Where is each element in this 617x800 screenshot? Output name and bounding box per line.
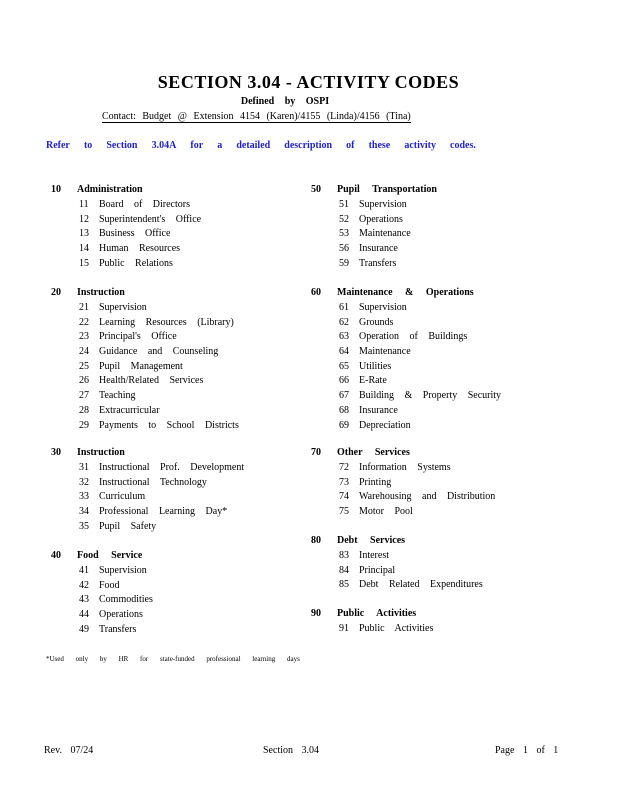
- footnote: *Used only by HR for state-funded professional learning days: [46, 655, 300, 663]
- refer-word: a: [217, 140, 223, 151]
- activity-label: Depreciation: [359, 419, 411, 431]
- activity-code: 11: [79, 199, 89, 210]
- activity-label: Health/Related Services: [99, 375, 204, 387]
- activity-code: 61: [339, 302, 349, 313]
- defined-by-line: Defined by OSPI: [240, 96, 330, 107]
- activity-code: 35: [79, 520, 89, 532]
- activity-label: Information Systems: [359, 462, 451, 473]
- activity-code: 53: [339, 228, 349, 240]
- activity-code: 32: [79, 476, 89, 488]
- activity-code: 12: [79, 213, 89, 225]
- activity-code: 21: [79, 302, 89, 313]
- activity-label: Pupil Management: [99, 360, 183, 372]
- refer-word: Refer: [46, 140, 70, 151]
- category-code: 30: [51, 447, 61, 458]
- activity-code: 63: [339, 331, 349, 343]
- activity-code: 15: [79, 257, 89, 269]
- refer-word: activity: [404, 140, 436, 151]
- activity-item: [339, 227, 411, 242]
- activity-item: [339, 374, 501, 389]
- activity-item: [79, 316, 239, 331]
- activity-item: [339, 505, 495, 520]
- activity-label: Interest: [359, 550, 389, 561]
- refer-word: these: [368, 140, 391, 151]
- activity-item: [79, 213, 201, 228]
- activity-code: 59: [339, 257, 349, 269]
- activity-label: E-Rate: [359, 375, 387, 387]
- activity-label: Guidance and Counseling: [99, 346, 219, 358]
- activity-code: 13: [79, 228, 89, 240]
- category-code: 80: [311, 535, 321, 546]
- activity-list: [339, 198, 411, 271]
- refer-word: codes.: [450, 140, 476, 151]
- activity-code: 91: [339, 623, 349, 634]
- activity-item: [339, 242, 411, 257]
- activity-item: [79, 593, 153, 608]
- activity-item: [339, 198, 411, 213]
- activity-code: 29: [79, 419, 89, 431]
- category-name: Instruction: [77, 447, 125, 458]
- activity-code: 64: [339, 346, 349, 358]
- activity-item: [79, 345, 239, 360]
- activity-item: [339, 549, 483, 564]
- activity-item: [339, 461, 495, 476]
- activity-item: [79, 564, 153, 579]
- activity-item: [339, 389, 501, 404]
- activity-item: [79, 330, 239, 345]
- activity-label: Teaching: [99, 390, 136, 402]
- category-name: Maintenance & Operations: [337, 287, 474, 298]
- activity-list: [79, 198, 201, 271]
- activity-code: 84: [339, 564, 349, 576]
- activity-code: 83: [339, 550, 349, 561]
- category-code: 70: [311, 447, 321, 458]
- activity-code: 66: [339, 375, 349, 387]
- activity-item: [79, 389, 239, 404]
- footer-section: Section 3.04: [263, 745, 319, 756]
- activity-item: [79, 301, 239, 316]
- contact-line: Contact: Budget @ Extension 4154 (Karen)/4155 (Linda)/4156 (Tina): [102, 111, 411, 122]
- activity-code: 51: [339, 199, 349, 210]
- activity-item: [79, 505, 244, 520]
- activity-item: [79, 419, 239, 434]
- activity-item: [79, 490, 244, 505]
- activity-label: Principal: [359, 564, 396, 576]
- activity-code: 72: [339, 462, 349, 473]
- activity-list: [339, 461, 495, 520]
- activity-code: 85: [339, 579, 349, 591]
- activity-label: Instructional Prof. Development: [99, 462, 245, 473]
- activity-item: [79, 461, 244, 476]
- activity-item: [339, 360, 501, 375]
- activity-item: [79, 374, 239, 389]
- activity-label: Learning Resources (Library): [99, 316, 234, 328]
- activity-label: Motor Pool: [359, 506, 413, 518]
- activity-label: Supervision: [359, 302, 407, 313]
- activity-label: Insurance: [359, 404, 398, 416]
- activity-code: 44: [79, 609, 89, 621]
- activity-item: [79, 579, 153, 594]
- activity-code: 34: [79, 506, 89, 518]
- activity-label: Insurance: [359, 243, 398, 255]
- activity-item: [79, 257, 201, 272]
- activity-label: Maintenance: [359, 346, 411, 358]
- activity-code: 73: [339, 476, 349, 488]
- category-name: Debt Services: [337, 535, 406, 546]
- activity-code: 22: [79, 316, 89, 328]
- activity-code: 26: [79, 375, 89, 387]
- activity-item: [339, 330, 501, 345]
- activity-label: Extracurricular: [99, 404, 160, 416]
- refer-word: Section: [106, 140, 138, 151]
- activity-item: [79, 404, 239, 419]
- activity-code: 74: [339, 491, 349, 503]
- category-name: Pupil Transportation: [337, 184, 437, 195]
- activity-label: Operations: [359, 213, 403, 225]
- activity-item: [339, 564, 483, 579]
- category-code: 40: [51, 550, 61, 561]
- refer-note: [46, 140, 476, 151]
- activity-label: Maintenance: [359, 228, 411, 240]
- activity-label: Printing: [359, 476, 392, 488]
- activity-item: [79, 227, 201, 242]
- activity-code: 27: [79, 390, 89, 402]
- activity-label: Debt Related Expenditures: [359, 579, 483, 591]
- activity-item: [79, 608, 153, 623]
- activity-label: Pupil Safety: [99, 520, 157, 532]
- category-name: Public Activities: [337, 608, 417, 619]
- activity-item: [79, 623, 153, 638]
- activity-code: 43: [79, 594, 89, 606]
- activity-label: Professional Learning Day*: [99, 506, 228, 518]
- activity-label: Building & Property Security: [359, 390, 502, 402]
- activity-label: Food: [99, 579, 120, 591]
- refer-word: 3.04A: [151, 140, 177, 151]
- activity-label: Supervision: [99, 302, 147, 313]
- category-name: Instruction: [77, 287, 125, 298]
- refer-word: detailed: [236, 140, 271, 151]
- activity-code: 41: [79, 565, 89, 576]
- footer-revision: Rev. 07/24: [44, 745, 94, 756]
- activity-list: [339, 549, 483, 593]
- activity-code: 14: [79, 243, 89, 255]
- refer-word: for: [190, 140, 204, 151]
- activity-label: Human Resources: [99, 243, 181, 255]
- activity-label: Public Relations: [99, 257, 173, 269]
- activity-item: [339, 345, 501, 360]
- activity-label: Supervision: [359, 199, 407, 210]
- category-code: 50: [311, 184, 321, 195]
- activity-code: 68: [339, 404, 349, 416]
- activity-item: [339, 622, 433, 637]
- activity-label: Board of Directors: [99, 199, 190, 210]
- category-name: Administration: [77, 184, 143, 195]
- activity-label: Supervision: [99, 565, 147, 576]
- activity-label: Public Activities: [359, 623, 434, 634]
- activity-code: 67: [339, 390, 349, 402]
- activity-label: Instructional Technology: [99, 476, 207, 488]
- activity-code: 52: [339, 213, 349, 225]
- activity-label: Grounds: [359, 316, 394, 328]
- activity-item: [79, 198, 201, 213]
- activity-code: 49: [79, 623, 89, 635]
- activity-item: [339, 490, 495, 505]
- activity-label: Commodities: [99, 594, 153, 606]
- activity-code: 75: [339, 506, 349, 518]
- activity-label: Payments to School Districts: [99, 419, 239, 431]
- activity-item: [339, 316, 501, 331]
- activity-list: [79, 564, 153, 637]
- activity-item: [339, 476, 495, 491]
- category-code: 10: [51, 184, 61, 195]
- activity-item: [339, 257, 411, 272]
- activity-code: 31: [79, 462, 89, 473]
- activity-label: Operations: [99, 609, 143, 621]
- activity-code: 23: [79, 331, 89, 343]
- activity-item: [339, 404, 501, 419]
- refer-word: description: [284, 140, 333, 151]
- activity-code: 28: [79, 404, 89, 416]
- activity-item: [79, 242, 201, 257]
- activity-list: [79, 461, 244, 534]
- activity-label: Principal's Office: [99, 331, 177, 343]
- activity-label: Superintendent's Office: [99, 213, 202, 225]
- activity-label: Business Office: [99, 228, 171, 240]
- activity-list: [339, 301, 501, 433]
- activity-code: 25: [79, 360, 89, 372]
- activity-label: Curriculum: [99, 491, 146, 503]
- category-code: 20: [51, 287, 61, 298]
- activity-label: Operation of Buildings: [359, 331, 468, 343]
- activity-code: 33: [79, 491, 89, 503]
- activity-item: [339, 301, 501, 316]
- category-name: Other Services: [337, 447, 410, 458]
- page-title: SECTION 3.04 - ACTIVITY CODES: [157, 72, 460, 92]
- activity-label: Transfers: [99, 623, 137, 635]
- refer-word: of: [346, 140, 355, 151]
- activity-label: Utilities: [359, 360, 392, 372]
- activity-code: 62: [339, 316, 349, 328]
- activity-code: 69: [339, 419, 349, 431]
- activity-item: [339, 419, 501, 434]
- activity-list: [339, 622, 433, 637]
- activity-code: 24: [79, 346, 89, 358]
- activity-item: [79, 476, 244, 491]
- refer-word: to: [83, 140, 93, 151]
- activity-item: [79, 520, 244, 535]
- activity-item: [339, 213, 411, 228]
- activity-label: Warehousing and Distribution: [359, 491, 496, 503]
- activity-label: Transfers: [359, 257, 397, 269]
- footer-page-number: Page 1 of 1: [495, 745, 559, 756]
- activity-item: [79, 360, 239, 375]
- activity-code: 42: [79, 579, 89, 591]
- category-code: 90: [311, 608, 321, 619]
- activity-code: 56: [339, 243, 349, 255]
- activity-item: [339, 578, 483, 593]
- activity-code: 65: [339, 360, 349, 372]
- activity-list: [79, 301, 239, 433]
- category-name: Food Service: [77, 550, 143, 561]
- category-code: 60: [311, 287, 321, 298]
